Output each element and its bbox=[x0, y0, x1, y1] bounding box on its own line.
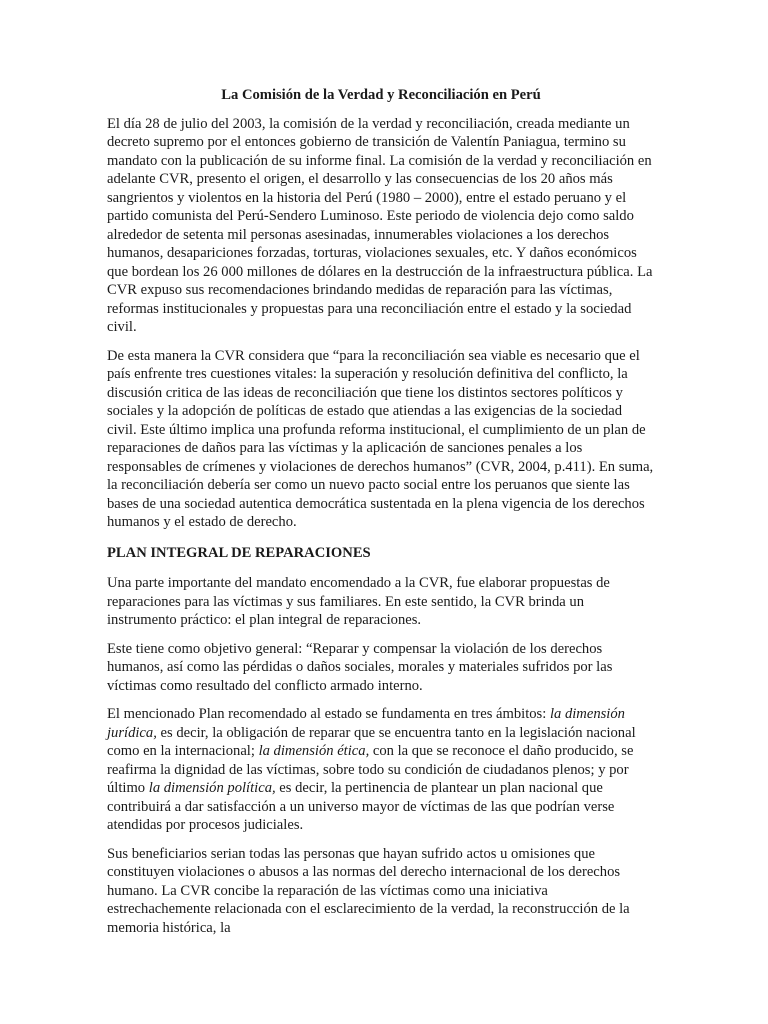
document-page bbox=[107, 86, 655, 947]
paragraph-2: De esta manera la CVR considera que “para la reconciliación sea viable es necesario que el país enfrente tres cuestiones vitales: la superación y resolución definitiva del conflicto, la discusión critica de las ideas de reconciliación que tiene los distintos sectores políticos y sociales y la adopción de políticas de estado que atiendas a las exigencias de la sociedad civil. Este último implica una profunda reforma institucional, el cumplimiento de un plan de reparaciones de daños para las víctimas y la aplicación de sanciones penales a los responsables de crímenes y violaciones de derechos humanos” (CVR, 2004, p.411). En suma, la reconciliación debería ser como un nuevo pacto social entre los peruanos que siente las bases de una sociedad autentica democrática sustentada en la plena vigencia de los derechos humanos y el estado de derecho. bbox=[107, 347, 654, 530]
paragraph-5-italic-politica: la dimensión política, bbox=[148, 780, 276, 796]
paragraph-4: Este tiene como objetivo general: “Reparar y compensar la violación de los derechos humanos, así como las pérdidas o daños sociales, morales y materiales sufridos por las víctimas como resultado del conflicto armado interno. bbox=[107, 640, 613, 694]
paragraph-1: El día 28 de julio del 2003, la comisión de la verdad y reconciliación, creada mediante un decreto supremo por el entonces gobierno de transición de Valentín Paniagua, termino su mandato con la publicación de su informe final. La comisión de la verdad y reconciliación en adelante CVR, presento el origen, el desarrollo y las consecuencias de los 20 años más sangrientos y violentos en la historia del Perú (1980 – 2000), entre el estado peruano y el partido comunista del Perú-Sendero Luminoso. Este periodo de violencia dejo como saldo alrededor de setenta mil personas asesinadas, innumerables violaciones a los derechos humanos, desapariciones forzadas, torturas, violaciones sexuales, etc. Y daños económicos que bordean los 26 000 millones de dólares en la destrucción de la infraestructura pública. La CVR expuso sus recomendaciones brindando medidas de reparación para las víctimas, reformas institucionales y propuestas para una reconciliación entre el estado y la sociedad civil. bbox=[107, 115, 653, 335]
paragraph-5-text-4: es decir, la pertinencia de plantear un plan nacional que contribuirá a dar satisfacción a un universo mayor de víctimas de las que podrían verse atendidas por procesos judiciales. bbox=[107, 780, 615, 833]
paragraph-5-text-1: El mencionado Plan recomendado al estado se fundamenta en tres ámbitos: bbox=[107, 706, 550, 722]
paragraph-5-italic-etica: la dimensión ética, bbox=[258, 743, 370, 759]
document-title: La Comisión de la Verdad y Reconciliación en Perú bbox=[221, 87, 541, 103]
paragraph-6: Sus beneficiarios serian todas las personas que hayan sufrido actos u omisiones que constituyen violaciones o abusos a las normas del derecho internacional de los derechos humano. La CVR concibe la reparación de las víctimas como una iniciativa estrechachemente relacionada con el esclarecimiento de la verdad, la reconstrucción de la memoria histórica, la bbox=[107, 845, 630, 936]
paragraph-5-text-2: es decir, la obligación de reparar que se encuentra tanto en la legislación nacional como en la internacional; bbox=[107, 724, 636, 759]
paragraph-5 bbox=[107, 705, 655, 835]
paragraph-5-text-3: con la que se reconoce el daño producido, se reafirma la dignidad de las víctimas, sobre todo su condición de ciudadanos plenos; y por último bbox=[107, 743, 634, 796]
section-heading: PLAN INTEGRAL DE REPARACIONES bbox=[107, 544, 371, 561]
paragraph-3: Una parte importante del mandato encomendado a la CVR, fue elaborar propuestas de reparaciones para las víctimas y sus familiares. En este sentido, la CVR brinda un instrumento práctico: el plan integral de reparaciones. bbox=[107, 575, 610, 628]
paragraph-5-italic-juridica: la dimensión jurídica, bbox=[107, 706, 625, 741]
